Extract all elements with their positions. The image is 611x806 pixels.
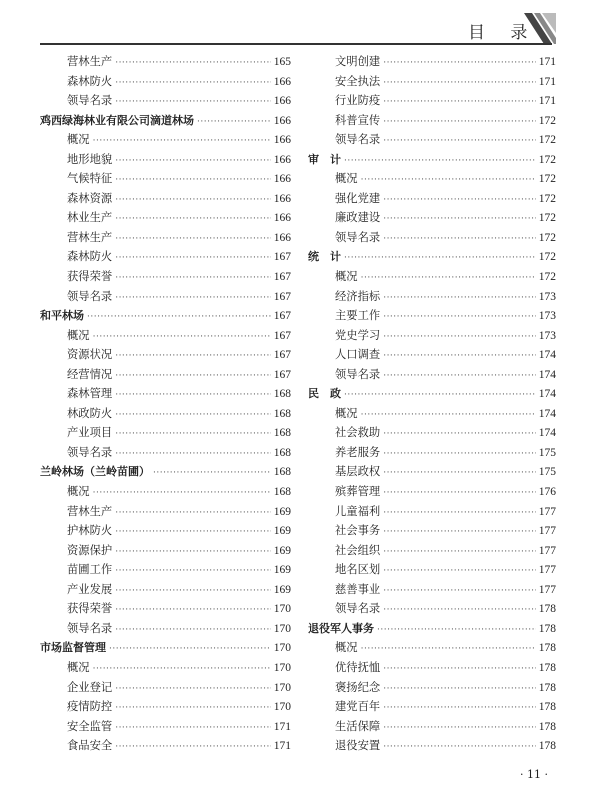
toc-entry-page: 173 (538, 329, 556, 342)
toc-entry-page: 174 (538, 427, 556, 440)
dot-leader (383, 464, 536, 484)
toc-entry-page: 166 (273, 153, 291, 166)
toc-entry-label: 领导名录 (335, 602, 381, 616)
toc-entry-page: 167 (273, 310, 291, 323)
toc-entry-label: 生活保障 (335, 719, 381, 733)
dot-leader (115, 621, 271, 641)
toc-entry-page: 173 (538, 310, 556, 323)
dot-leader (93, 328, 271, 348)
toc-entry (40, 72, 291, 92)
dot-leader (383, 347, 536, 367)
toc-entry-label: 文明创建 (335, 55, 381, 68)
toc-entry-label: 社会组织 (335, 543, 381, 557)
toc-entry (308, 52, 556, 72)
toc-entry-label: 鸡西绿海林业有限公司滴道林场 (40, 113, 194, 127)
toc-entry-page: 171 (538, 95, 556, 108)
toc-entry-page: 178 (538, 681, 556, 694)
toc-entry (308, 482, 556, 502)
toc-entry-page: 177 (538, 544, 556, 557)
dot-leader (115, 406, 271, 426)
dot-leader (383, 210, 536, 230)
toc-entry (40, 384, 291, 404)
dot-leader (115, 523, 271, 543)
toc-entry-page: 167 (273, 290, 291, 303)
toc-entry (40, 287, 291, 307)
toc-entry-label: 社会事务 (335, 524, 381, 538)
toc-entry (40, 560, 291, 580)
dot-leader (383, 680, 536, 700)
dot-leader (383, 699, 536, 719)
toc-entry-label: 退役军人事务 (308, 621, 374, 635)
dot-leader (115, 504, 271, 524)
toc-entry-label: 领导名录 (335, 230, 381, 244)
dot-leader (115, 230, 271, 250)
toc-entry (308, 189, 556, 209)
toc-entry (40, 678, 291, 698)
toc-entry (40, 658, 291, 678)
toc-entry-label: 建党百年 (335, 700, 381, 714)
toc-entry (308, 365, 556, 385)
toc-entry (308, 443, 556, 463)
toc-entry (40, 697, 291, 717)
toc-entry-page: 168 (273, 446, 291, 459)
toc-entry (40, 580, 291, 600)
toc-entry-page: 169 (273, 505, 291, 518)
toc-entry (40, 208, 291, 228)
dot-leader (383, 74, 536, 94)
toc-entry-label: 经营情况 (67, 367, 113, 381)
toc-entry (308, 91, 556, 111)
toc-entry-label: 获得荣誉 (67, 270, 113, 284)
header-rule (40, 43, 552, 45)
toc-entry-page: 170 (273, 661, 291, 674)
toc-entry (40, 267, 291, 287)
toc-entry-page: 178 (538, 622, 556, 635)
toc-entry-label: 概况 (335, 172, 358, 186)
toc-entry-page: 168 (273, 466, 291, 479)
dot-leader (115, 601, 271, 621)
toc-entry-page: 168 (273, 486, 291, 499)
toc-entry-page: 165 (273, 56, 291, 68)
toc-entry-page: 173 (538, 290, 556, 303)
toc-section-entry (40, 462, 291, 482)
dot-leader (115, 269, 271, 289)
toc-entry (40, 150, 291, 170)
toc-entry-label: 褒扬纪念 (335, 680, 381, 694)
toc-entry (308, 111, 556, 131)
toc-entry-label: 气候特征 (67, 172, 113, 186)
dot-leader (383, 445, 536, 465)
dot-leader (153, 464, 271, 484)
toc-entry-page: 166 (273, 173, 291, 186)
toc-entry-page: 178 (538, 603, 556, 616)
dot-leader (383, 484, 536, 504)
toc-entry-page: 169 (273, 525, 291, 538)
dot-leader (383, 543, 536, 563)
toc-entry (308, 736, 556, 756)
toc-section-entry (40, 306, 291, 326)
dot-leader (383, 54, 536, 74)
toc-entry (308, 228, 556, 248)
toc-entry-label: 概况 (335, 641, 358, 655)
toc-entry-page: 174 (538, 349, 556, 362)
toc-entry (40, 619, 291, 639)
toc-entry-label: 强化党建 (335, 191, 381, 205)
toc-entry-label: 养老服务 (335, 445, 381, 459)
toc-entry-label: 主要工作 (335, 309, 381, 323)
dot-leader (383, 504, 536, 524)
toc-entry-label: 兰岭林场（兰岭苗圃） (40, 465, 150, 479)
toc-section-entry (40, 638, 291, 658)
toc-entry (308, 404, 556, 424)
dot-leader (115, 191, 271, 211)
toc-entry (40, 502, 291, 522)
dot-leader (93, 132, 271, 152)
toc-entry-page: 174 (538, 368, 556, 381)
toc-entry (40, 228, 291, 248)
toc-entry (40, 423, 291, 443)
toc-entry-label: 领导名录 (67, 289, 113, 303)
toc-entry-page: 167 (273, 251, 291, 264)
dot-leader (115, 249, 271, 269)
toc-entry (308, 169, 556, 189)
toc-entry-page: 171 (273, 720, 291, 733)
toc-entry-label: 优待抚恤 (335, 660, 381, 674)
toc-entry-page: 170 (273, 622, 291, 635)
toc-entry (40, 345, 291, 365)
toc-entry-label: 林业生产 (67, 211, 113, 225)
toc-entry-label: 森林防火 (67, 74, 113, 88)
dot-leader (115, 699, 271, 719)
dot-leader (115, 386, 271, 406)
toc-entry (40, 521, 291, 541)
dot-leader (115, 210, 271, 230)
toc-entry-page: 172 (538, 114, 556, 127)
toc-entry (308, 287, 556, 307)
toc-entry-page: 170 (273, 603, 291, 616)
toc-entry-page: 167 (273, 349, 291, 362)
toc-entry (308, 423, 556, 443)
toc-entry-page: 168 (273, 407, 291, 420)
toc-entry-label: 概况 (67, 660, 90, 674)
toc-entry-label: 营林生产 (67, 55, 113, 68)
toc-entry-label: 苗圃工作 (67, 563, 113, 577)
toc-entry-page: 170 (273, 681, 291, 694)
dot-leader (115, 543, 271, 563)
toc-entry-page: 174 (538, 388, 556, 401)
toc-entry-label: 和平林场 (40, 309, 84, 323)
dot-leader (115, 74, 271, 94)
dot-leader (109, 640, 271, 660)
toc-entry-label: 慈善事业 (335, 582, 381, 596)
toc-entry-page: 177 (538, 525, 556, 538)
dot-leader (383, 93, 536, 113)
toc-entry-label: 殡葬管理 (335, 485, 381, 499)
toc-entry-label: 审 计 (308, 152, 341, 166)
toc-entry-label: 人口调查 (335, 348, 381, 362)
toc-entry-page: 172 (538, 231, 556, 244)
toc-entry-label: 领导名录 (67, 445, 113, 459)
dot-leader (383, 425, 536, 445)
toc-entry-page: 178 (538, 720, 556, 733)
toc-entry-page: 167 (273, 271, 291, 284)
dot-leader (115, 367, 271, 387)
toc-entry-label: 儿童福利 (335, 504, 381, 518)
toc-entry-label: 领导名录 (67, 94, 113, 108)
toc-entry (308, 599, 556, 619)
dot-leader (383, 191, 536, 211)
toc-entry-page: 178 (538, 740, 556, 753)
toc-entry-page: 178 (538, 661, 556, 674)
toc-entry (308, 678, 556, 698)
dot-leader (383, 230, 536, 250)
toc-entry-label: 概况 (335, 406, 358, 420)
toc-entry-page: 175 (538, 446, 556, 459)
toc-entry-page: 166 (273, 134, 291, 147)
toc-entry (308, 541, 556, 561)
toc-entry-page: 175 (538, 466, 556, 479)
dot-leader (383, 738, 536, 758)
toc-entry-label: 领导名录 (67, 621, 113, 635)
toc-entry (308, 326, 556, 346)
dot-leader (383, 582, 536, 602)
dot-leader (115, 152, 271, 172)
toc-entry-page: 166 (273, 192, 291, 205)
toc-entry-page: 169 (273, 564, 291, 577)
dot-leader (361, 269, 536, 289)
toc-entry-page: 172 (538, 212, 556, 225)
toc-entry-label: 资源状况 (67, 348, 113, 362)
toc-entry-label: 领导名录 (335, 133, 381, 147)
toc-right-column (308, 52, 556, 756)
dot-leader (115, 719, 271, 739)
dot-leader (344, 152, 536, 172)
dot-leader (361, 171, 536, 191)
toc-entry-page: 166 (273, 212, 291, 225)
toc-entry-page: 169 (273, 583, 291, 596)
page-number: · 11 · (520, 768, 548, 781)
toc-entry-page: 172 (538, 251, 556, 264)
toc-entry-label: 护林防火 (67, 524, 113, 538)
toc-entry-label: 营林生产 (67, 230, 113, 244)
dot-leader (383, 113, 536, 133)
toc-entry (308, 697, 556, 717)
toc-entry-page: 166 (273, 75, 291, 88)
toc-entry-label: 退役安置 (335, 739, 381, 753)
toc-entry (40, 404, 291, 424)
toc-section-entry (308, 384, 556, 404)
toc-entry-page: 170 (273, 642, 291, 655)
toc-entry (40, 599, 291, 619)
toc-entry-page: 177 (538, 583, 556, 596)
toc-entry (40, 52, 291, 72)
toc-entry-page: 166 (273, 95, 291, 108)
toc-entry-page: 178 (538, 642, 556, 655)
toc-entry-label: 经济指标 (335, 289, 381, 303)
dot-leader (115, 738, 271, 758)
dot-leader (197, 113, 271, 133)
header-stripe-decoration (520, 13, 556, 44)
dot-leader (87, 308, 271, 328)
dot-leader (383, 289, 536, 309)
toc-entry-label: 产业发展 (67, 582, 113, 596)
toc-entry (40, 247, 291, 267)
dot-leader (383, 308, 536, 328)
toc-entry-label: 概况 (335, 270, 358, 284)
toc-entry (40, 717, 291, 737)
toc-entry (308, 521, 556, 541)
toc-entry-page: 172 (538, 134, 556, 147)
dot-leader (383, 328, 536, 348)
toc-entry-page: 166 (273, 114, 291, 127)
toc-section-entry (308, 619, 556, 639)
dot-leader (377, 621, 536, 641)
toc-entry-label: 疫情防控 (67, 700, 113, 714)
dot-leader (344, 386, 536, 406)
toc-entry-page: 172 (538, 173, 556, 186)
toc-entry-label: 森林资源 (67, 191, 113, 205)
toc-entry-label: 社会救助 (335, 426, 381, 440)
toc-entry (40, 541, 291, 561)
dot-leader (361, 406, 536, 426)
toc-entry-page: 166 (273, 231, 291, 244)
toc-entry (308, 208, 556, 228)
toc-entry-label: 基层政权 (335, 465, 381, 479)
toc-entry-label: 地名区划 (335, 563, 381, 577)
toc-entry (40, 189, 291, 209)
toc-entry (40, 482, 291, 502)
toc-entry-label: 市场监督管理 (40, 641, 106, 655)
dot-leader (115, 582, 271, 602)
toc-entry (40, 130, 291, 150)
toc-entry (308, 560, 556, 580)
toc-entry-page: 178 (538, 701, 556, 714)
toc-entry-page: 174 (538, 407, 556, 420)
toc-entry (308, 345, 556, 365)
toc-entry-page: 171 (538, 75, 556, 88)
toc-entry-label: 林政防火 (67, 406, 113, 420)
toc-entry-label: 统 计 (308, 250, 341, 264)
dot-leader (115, 680, 271, 700)
toc-entry-label: 森林防火 (67, 250, 113, 264)
dot-leader (383, 367, 536, 387)
toc-entry-page: 172 (538, 271, 556, 284)
dot-leader (383, 562, 536, 582)
toc-entry-page: 176 (538, 486, 556, 499)
toc-entry-label: 概况 (67, 328, 90, 342)
toc-entry (308, 72, 556, 92)
toc-entry-page: 168 (273, 427, 291, 440)
dot-leader (383, 132, 536, 152)
toc-entry-label: 党史学习 (335, 328, 381, 342)
toc-entry (40, 91, 291, 111)
toc-entry (40, 365, 291, 385)
page-title: 目 录 (468, 23, 538, 43)
toc-entry-label: 廉政建设 (335, 211, 381, 225)
toc-entry-label: 营林生产 (67, 504, 113, 518)
toc-entry (40, 736, 291, 756)
toc-entry-label: 产业项目 (67, 426, 113, 440)
toc-entry-label: 概况 (67, 133, 90, 147)
toc-section-entry (308, 247, 556, 267)
dot-leader (383, 601, 536, 621)
toc-entry (308, 267, 556, 287)
toc-entry-label: 概况 (67, 485, 90, 499)
toc-entry (40, 443, 291, 463)
toc-entry-label: 行业防疫 (335, 94, 381, 108)
toc-entry-label: 资源保护 (67, 543, 113, 557)
dot-leader (115, 54, 271, 74)
toc-entry-label: 森林管理 (67, 387, 113, 401)
dot-leader (361, 640, 536, 660)
dot-leader (115, 289, 271, 309)
toc-entry (40, 326, 291, 346)
toc-entry-page: 169 (273, 544, 291, 557)
toc-section-entry (40, 111, 291, 131)
toc-entry (308, 717, 556, 737)
toc-entry (40, 169, 291, 189)
toc-entry-page: 171 (273, 740, 291, 753)
dot-leader (383, 719, 536, 739)
toc-entry-label: 食品安全 (67, 739, 113, 753)
toc-entry (308, 130, 556, 150)
toc-left-column (40, 52, 291, 756)
dot-leader (115, 171, 271, 191)
toc-entry (308, 658, 556, 678)
toc-entry (308, 306, 556, 326)
toc-entry-page: 168 (273, 388, 291, 401)
dot-leader (115, 562, 271, 582)
toc-entry-label: 地形地貌 (67, 152, 113, 166)
toc-entry-label: 领导名录 (335, 367, 381, 381)
toc-entry (308, 638, 556, 658)
dot-leader (115, 425, 271, 445)
toc-entry-page: 167 (273, 329, 291, 342)
toc-entry-page: 171 (538, 56, 556, 68)
toc-entry-label: 安全执法 (335, 74, 381, 88)
toc-entry-page: 172 (538, 153, 556, 166)
dot-leader (344, 249, 536, 269)
toc-entry (308, 580, 556, 600)
dot-leader (93, 660, 271, 680)
dot-leader (93, 484, 271, 504)
toc-entry-page: 177 (538, 505, 556, 518)
toc-entry-page: 170 (273, 701, 291, 714)
toc-entry-page: 172 (538, 192, 556, 205)
toc-entry (308, 462, 556, 482)
toc-section-entry (308, 150, 556, 170)
toc-entry-label: 获得荣誉 (67, 602, 113, 616)
dot-leader (383, 523, 536, 543)
toc-entry (308, 502, 556, 522)
dot-leader (383, 660, 536, 680)
toc-entry-label: 民 政 (308, 387, 341, 401)
toc-entry-page: 167 (273, 368, 291, 381)
toc-entry-label: 科普宣传 (335, 113, 381, 127)
dot-leader (115, 347, 271, 367)
toc-entry-label: 安全监管 (67, 719, 113, 733)
toc-entry-label: 企业登记 (67, 680, 113, 694)
toc-entry-page: 177 (538, 564, 556, 577)
